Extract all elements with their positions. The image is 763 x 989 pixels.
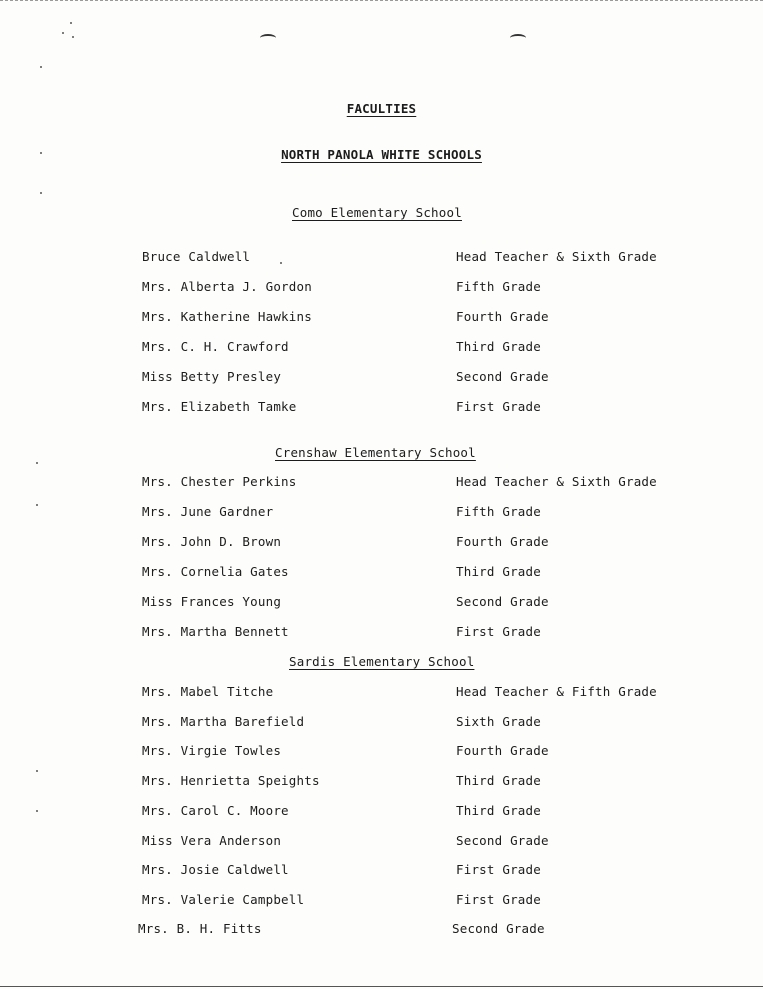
faculty-name: Mrs. Martha Barefield: [142, 714, 305, 729]
faculty-name: Mrs. Mabel Titche: [142, 684, 274, 699]
faculty-assignment: Second Grade: [456, 594, 549, 609]
speck: [72, 36, 74, 38]
faculty-name: Mrs. Valerie Campbell: [142, 892, 305, 907]
speck: [40, 66, 42, 68]
faculty-assignment: First Grade: [456, 624, 541, 639]
faculty-row: [0, 369, 763, 387]
faculty-row: [0, 714, 763, 732]
faculty-name: Miss Frances Young: [142, 594, 282, 609]
faculty-assignment: Head Teacher & Sixth Grade: [456, 474, 657, 489]
faculty-row: [0, 309, 763, 327]
faculty-name: Mrs. Virgie Towles: [142, 743, 282, 758]
school-heading-como: Como Elementary School: [292, 205, 462, 220]
faculty-row: [0, 399, 763, 417]
faculty-row: [0, 862, 763, 880]
faculty-name: Mrs. Chester Perkins: [142, 474, 297, 489]
faculty-assignment: Third Grade: [456, 564, 541, 579]
speck: [62, 32, 64, 34]
faculty-row: [0, 624, 763, 642]
faculty-row: [0, 921, 763, 939]
faculty-row: [0, 594, 763, 612]
faculty-assignment: First Grade: [456, 399, 541, 414]
school-heading-sardis: Sardis Elementary School: [289, 654, 475, 669]
punch-hole-right: [510, 34, 526, 42]
faculty-name: Mrs. Martha Bennett: [142, 624, 289, 639]
faculty-assignment: Third Grade: [456, 773, 541, 788]
faculty-assignment: Second Grade: [452, 921, 545, 936]
faculty-row: [0, 684, 763, 702]
speck: [40, 192, 42, 194]
faculty-name: Mrs. Katherine Hawkins: [142, 309, 312, 324]
faculty-assignment: Fifth Grade: [456, 504, 541, 519]
faculty-assignment: First Grade: [456, 862, 541, 877]
faculty-row: [0, 743, 763, 761]
faculty-row: [0, 504, 763, 522]
faculty-name: Mrs. C. H. Crawford: [142, 339, 289, 354]
faculty-row: [0, 773, 763, 791]
faculty-row: [0, 279, 763, 297]
faculty-name: Miss Vera Anderson: [142, 833, 282, 848]
faculty-assignment: Second Grade: [456, 833, 549, 848]
faculty-row: [0, 474, 763, 492]
faculty-row: [0, 803, 763, 821]
school-heading-crenshaw: Crenshaw Elementary School: [275, 445, 476, 460]
faculty-name: Mrs. John D. Brown: [142, 534, 282, 549]
faculty-row: [0, 833, 763, 851]
faculty-name: Miss Betty Presley: [142, 369, 282, 384]
faculty-name: Mrs. Josie Caldwell: [142, 862, 289, 877]
faculty-name: Mrs. Henrietta Speights: [142, 773, 320, 788]
faculty-name: Mrs. June Gardner: [142, 504, 274, 519]
punch-hole-left: [260, 34, 276, 42]
document-title: FACULTIES: [346, 101, 417, 116]
speck: [36, 770, 38, 772]
faculty-name: Bruce Caldwell: [142, 249, 251, 264]
faculty-name: Mrs. Carol C. Moore: [142, 803, 289, 818]
faculty-name: Mrs. Elizabeth Tamke: [142, 399, 297, 414]
faculty-assignment: Fourth Grade: [456, 534, 549, 549]
faculty-assignment: Fourth Grade: [456, 743, 549, 758]
speck: [36, 462, 38, 464]
bottom-page-edge: [0, 986, 763, 987]
faculty-row: [0, 339, 763, 357]
speck: [70, 22, 72, 24]
faculty-assignment: Head Teacher & Fifth Grade: [456, 684, 657, 699]
faculty-assignment: Third Grade: [456, 803, 541, 818]
faculty-row: [0, 249, 763, 267]
faculty-name: Mrs. Alberta J. Gordon: [142, 279, 312, 294]
faculty-assignment: Head Teacher & Sixth Grade: [456, 249, 657, 264]
faculty-assignment: Second Grade: [456, 369, 549, 384]
top-page-edge: [0, 0, 763, 1]
faculty-assignment: Fourth Grade: [456, 309, 549, 324]
faculty-name: Mrs. B. H. Fitts: [138, 921, 262, 936]
faculty-assignment: Third Grade: [456, 339, 541, 354]
faculty-row: [0, 534, 763, 552]
faculty-assignment: Fifth Grade: [456, 279, 541, 294]
faculty-assignment: First Grade: [456, 892, 541, 907]
faculty-row: [0, 564, 763, 582]
document-subtitle: NORTH PANOLA WHITE SCHOOLS: [281, 147, 482, 162]
faculty-name: Mrs. Cornelia Gates: [142, 564, 289, 579]
faculty-row: [0, 892, 763, 910]
faculty-assignment: Sixth Grade: [456, 714, 541, 729]
